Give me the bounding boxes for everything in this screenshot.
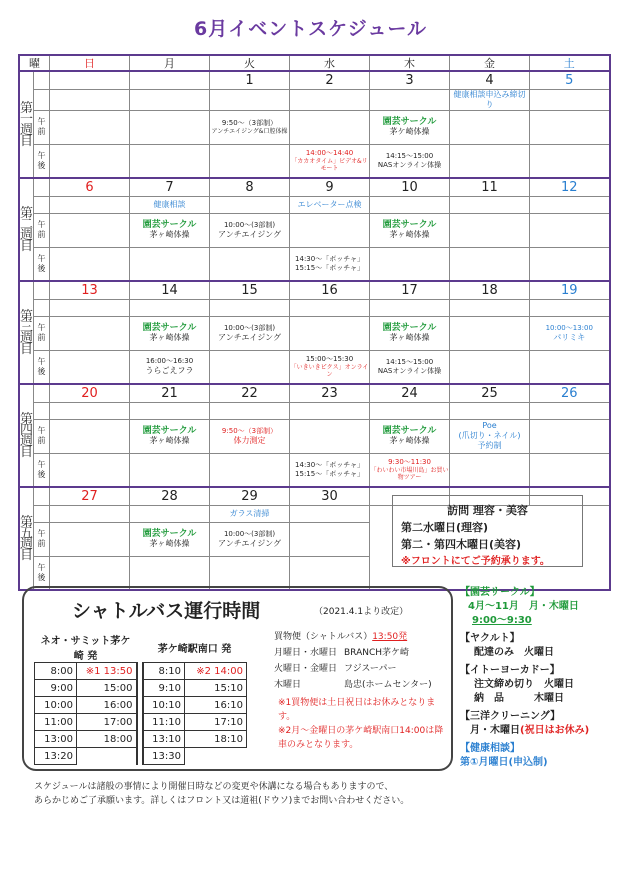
- event-cell: [290, 419, 370, 453]
- event-cell: [450, 316, 530, 350]
- garden-days: 4月～11月 月・木曜日: [468, 601, 579, 612]
- note-cell: エレベーター点検: [290, 196, 370, 213]
- slot-am: 午前: [34, 316, 50, 350]
- event-cell: [450, 110, 530, 144]
- event-text: 10:00～(3部制): [223, 323, 276, 332]
- date-cell: 4: [450, 71, 530, 89]
- event-text: 「わいわい市場川島」お買い物ツアー: [370, 467, 449, 482]
- garden-heading: 【園芸サークル】: [460, 587, 540, 598]
- date-cell: 23: [290, 384, 370, 402]
- event-text: 16:00～16:30: [145, 357, 194, 366]
- spacer: [34, 299, 50, 316]
- spacer: [34, 505, 50, 522]
- event-text: 「いきいきピクス」オンライン: [290, 364, 369, 379]
- event-text: 14:30～「ボッチャ」: [295, 254, 364, 263]
- note-cell: [290, 402, 370, 419]
- garden-time: 9:00～9:30: [472, 615, 532, 626]
- note-cell: [50, 196, 130, 213]
- info-panel: [460, 586, 620, 774]
- event-text: 「カカオタイム」ビデオ&リモート: [291, 158, 368, 173]
- note-cell: [290, 89, 370, 110]
- note-cell: [290, 299, 370, 316]
- visit-box: [392, 495, 583, 567]
- event-cell: [210, 110, 290, 144]
- health-heading: 【健康相談】: [460, 743, 520, 754]
- week-label: 第三週目: [19, 281, 34, 384]
- event-text: 茅ヶ崎体操: [389, 230, 430, 239]
- slot-am: 午前: [34, 110, 50, 144]
- event-cell: [50, 144, 130, 178]
- event-cell: [50, 316, 130, 350]
- event-cell: [370, 316, 450, 350]
- event-text: 茅ヶ崎体操: [149, 436, 190, 445]
- event-cell: [50, 419, 130, 453]
- footer-line2: あらかじめご了承願います。詳しくはフロント又は道祖(ドウソ)までお問い合わせください。: [34, 796, 410, 806]
- date-cell: 12: [530, 178, 610, 196]
- event-cell: [210, 213, 290, 247]
- shuttle-col1: ネオ・サミット茅ケ崎 発: [40, 636, 131, 662]
- date-cell: 22: [210, 384, 290, 402]
- event-cell: [130, 522, 210, 556]
- visit-line2: 第二・第四木曜日(美容): [401, 538, 522, 551]
- health-days: 第①月曜日(申込制): [460, 757, 548, 768]
- note-cell: [130, 505, 210, 522]
- event-cell: [50, 453, 130, 487]
- event-cell: [290, 247, 370, 281]
- event-text: 茅ヶ崎体操: [149, 333, 190, 342]
- event-cell: [450, 144, 530, 178]
- event-cell: [450, 419, 530, 453]
- note-cell: [530, 196, 610, 213]
- shuttle-col2: 茅ケ崎駅南口 発: [157, 643, 232, 655]
- shuttle-time: ※2 14:00: [185, 663, 247, 680]
- date-cell: 14: [130, 281, 210, 299]
- event-text: 14:30～「ボッチャ」: [295, 460, 364, 469]
- shuttle-time: 16:00: [77, 697, 137, 714]
- date-cell: 3: [370, 71, 450, 89]
- note-cell: [370, 89, 450, 110]
- event-text: Poe: [482, 421, 497, 430]
- header-1: 日: [50, 55, 130, 71]
- note-cell: [130, 299, 210, 316]
- event-text: 予約制: [477, 441, 502, 450]
- date-cell: 11: [450, 178, 530, 196]
- event-cell: [130, 110, 210, 144]
- date-cell: 1: [210, 71, 290, 89]
- event-cell: [290, 556, 370, 590]
- spacer: [34, 402, 50, 419]
- event-text: 14:00～14:40: [305, 149, 354, 158]
- date-cell: 13: [50, 281, 130, 299]
- event-cell: [210, 522, 290, 556]
- event-cell: [290, 110, 370, 144]
- event-cell: [50, 522, 130, 556]
- header-5: 木: [370, 55, 450, 71]
- shuttle-time: 13:30: [143, 748, 185, 765]
- date-cell: 25: [450, 384, 530, 402]
- event-cell: [130, 453, 210, 487]
- event-cell: [370, 144, 450, 178]
- week-label: 第四週目: [19, 384, 34, 487]
- event-text: うらごえフラ: [145, 366, 194, 376]
- shop-row: [274, 645, 432, 661]
- event-cell: [370, 453, 450, 487]
- event-cell: [210, 419, 290, 453]
- note-cell: [530, 402, 610, 419]
- slot-pm: 午後: [34, 556, 50, 590]
- shuttle-row: [35, 697, 247, 714]
- note-cell: ガラス清掃: [210, 505, 290, 522]
- page-title: 6月イベントスケジュール: [194, 18, 427, 40]
- event-text: 園芸サークル: [142, 323, 197, 333]
- shuttle-time: [77, 748, 137, 765]
- week-label: 第一週目: [19, 71, 34, 178]
- event-cell: [210, 316, 290, 350]
- visit-line3: ※フロントにてご予約承ります。: [401, 556, 550, 567]
- event-cell: [130, 556, 210, 590]
- date-cell: 21: [130, 384, 210, 402]
- note-cell: [370, 196, 450, 213]
- slot-pm: 午後: [34, 247, 50, 281]
- spacer: [34, 71, 50, 89]
- event-cell: [210, 350, 290, 384]
- shop-store: フジスーパー: [344, 664, 397, 674]
- event-text: 園芸サークル: [382, 323, 437, 333]
- event-cell: [130, 316, 210, 350]
- event-text: 10:00～(3部制): [223, 529, 276, 538]
- date-cell: 28: [130, 487, 210, 505]
- shuttle-time: 9:10: [143, 680, 185, 697]
- event-cell: [290, 453, 370, 487]
- note-cell: [370, 299, 450, 316]
- note-cell: [50, 89, 130, 110]
- event-cell: [130, 144, 210, 178]
- shop-store: BRANCH茅ケ崎: [344, 648, 410, 658]
- shuttle-time: 9:00: [35, 680, 77, 697]
- date-cell: 7: [130, 178, 210, 196]
- shuttle-row: [35, 714, 247, 731]
- date-cell: 26: [530, 384, 610, 402]
- event-text: 15:15～「ボッチャ」: [295, 469, 364, 478]
- shuttle-time: 17:00: [77, 714, 137, 731]
- header-6: 金: [450, 55, 530, 71]
- event-text: 園芸サークル: [382, 220, 437, 230]
- event-text: 園芸サークル: [142, 220, 197, 230]
- date-cell: 5: [530, 71, 610, 89]
- date-cell: 18: [450, 281, 530, 299]
- event-text: 10:00～13:00: [545, 323, 593, 332]
- slot-am: 午前: [34, 522, 50, 556]
- visit-line1: 第二水曜日(理容): [401, 521, 489, 534]
- event-text: アンチエイジング: [218, 538, 282, 548]
- spacer: [34, 281, 50, 299]
- date-cell: 8: [210, 178, 290, 196]
- shuttle-time: [185, 748, 247, 765]
- event-cell: [50, 247, 130, 281]
- event-text: 茅ヶ崎体操: [149, 230, 190, 239]
- event-text: (爪切り・ネイル): [458, 431, 521, 440]
- event-text: アンチエイジング: [218, 229, 282, 239]
- date-cell: [50, 71, 130, 89]
- event-cell: [290, 522, 370, 556]
- shuttle-time: 15:10: [185, 680, 247, 697]
- event-cell: [370, 350, 450, 384]
- header-3: 火: [210, 55, 290, 71]
- event-text: 園芸サークル: [382, 426, 437, 436]
- date-cell: 20: [50, 384, 130, 402]
- event-cell: [370, 247, 450, 281]
- event-text: 園芸サークル: [142, 529, 197, 539]
- shop-head: 買物便（シャトルバス）: [274, 632, 373, 642]
- event-text: 茅ケ崎体操: [389, 127, 430, 136]
- shuttle-time: 18:00: [77, 731, 137, 748]
- event-cell: [210, 247, 290, 281]
- event-cell: [130, 247, 210, 281]
- note-cell: [210, 299, 290, 316]
- sanyo-days: 月・木曜日: [470, 725, 520, 736]
- note-1: ※1買物便は土日祝日はお休みとなります。: [278, 698, 436, 722]
- shop-bus: [274, 629, 432, 693]
- spacer: [34, 178, 50, 196]
- slot-pm: 午後: [34, 453, 50, 487]
- spacer: [34, 196, 50, 213]
- shop-store: 島忠(ホームセンター): [344, 680, 432, 690]
- note-cell: [210, 196, 290, 213]
- date-cell: 2: [290, 71, 370, 89]
- event-cell: [530, 110, 610, 144]
- event-cell: [530, 453, 610, 487]
- event-cell: [130, 350, 210, 384]
- note-cell: [50, 299, 130, 316]
- spacer: [34, 487, 50, 505]
- shuttle-title: シャトルバス運行時間: [72, 600, 261, 622]
- event-text: 9:30～11:30: [388, 458, 431, 467]
- header-0: 曜: [19, 55, 50, 71]
- slot-am: 午前: [34, 213, 50, 247]
- note-cell: 健康相談: [130, 196, 210, 213]
- spacer: [34, 89, 50, 110]
- event-cell: [290, 316, 370, 350]
- note-2: ※2月～金曜日の茅ケ崎駅南口14:00は降車のみとなります。: [278, 726, 444, 750]
- event-text: 体力測定: [233, 435, 266, 445]
- event-cell: [130, 419, 210, 453]
- ito-order: 注文締め切り 火曜日: [474, 679, 574, 690]
- event-text: 茅ヶ崎体操: [389, 436, 430, 445]
- note-cell: [210, 89, 290, 110]
- shuttle-time: 10:10: [143, 697, 185, 714]
- shuttle-time: 13:10: [143, 731, 185, 748]
- shuttle-time: 11:00: [35, 714, 77, 731]
- event-cell: [210, 144, 290, 178]
- event-cell: [450, 350, 530, 384]
- sanyo-holiday: (祝日はお休み): [520, 725, 590, 736]
- note-cell: 健康相談申込み締切り: [450, 89, 530, 110]
- footer-line1: スケジュールは諸般の事情により開催日時などの変更や休講になる場合もありますので、: [34, 782, 394, 792]
- note-cell: [210, 402, 290, 419]
- event-text: 園芸サークル: [142, 426, 197, 436]
- shuttle-date: （2021.4.1より改定）: [314, 607, 409, 617]
- week-label: 第五週目: [19, 487, 34, 590]
- shuttle-time: 11:10: [143, 714, 185, 731]
- event-cell: [290, 144, 370, 178]
- event-cell: [530, 247, 610, 281]
- date-cell: 24: [370, 384, 450, 402]
- shuttle-box: [22, 586, 453, 771]
- event-cell: [50, 213, 130, 247]
- shuttle-notes: [278, 696, 448, 752]
- event-cell: [370, 213, 450, 247]
- header-4: 水: [290, 55, 370, 71]
- slot-pm: 午後: [34, 144, 50, 178]
- event-cell: [530, 419, 610, 453]
- event-text: 14:15～15:00: [385, 357, 434, 366]
- shuttle-time: 18:10: [185, 731, 247, 748]
- date-cell: 10: [370, 178, 450, 196]
- shuttle-time: ※1 13:50: [77, 663, 137, 680]
- header-7: 土: [530, 55, 610, 71]
- shuttle-time: 16:10: [185, 697, 247, 714]
- note-cell: [450, 196, 530, 213]
- note-cell: [450, 402, 530, 419]
- shop-row: [274, 661, 432, 677]
- event-text: 園芸サークル: [382, 117, 437, 127]
- slot-pm: 午後: [34, 350, 50, 384]
- spacer: [34, 384, 50, 402]
- event-text: アンチエイジング&口腔体操: [211, 128, 288, 135]
- event-text: 9:50～（3部制）: [221, 119, 278, 127]
- event-cell: [290, 350, 370, 384]
- shuttle-time: 13:00: [35, 731, 77, 748]
- note-cell: [370, 402, 450, 419]
- week-label: 第二週目: [19, 178, 34, 281]
- date-cell: [130, 71, 210, 89]
- date-cell: 27: [50, 487, 130, 505]
- event-cell: [370, 419, 450, 453]
- event-cell: [50, 110, 130, 144]
- event-text: 15:15～「ボッチャ」: [295, 263, 364, 272]
- event-text: NASオンライン体操: [377, 366, 442, 375]
- note-cell: [50, 402, 130, 419]
- shuttle-row: [35, 680, 247, 697]
- event-text: 茅ヶ崎体操: [389, 333, 430, 342]
- ito-heading: 【イトーヨーカドー】: [460, 665, 560, 676]
- event-cell: [210, 453, 290, 487]
- sanyo-heading: 【三洋クリーニング】: [460, 711, 561, 722]
- event-cell: [530, 144, 610, 178]
- event-text: 茅ヶ崎体操: [149, 539, 190, 548]
- shop-day: 月曜日・水曜日: [274, 648, 338, 658]
- event-text: 10:00～(3部制): [223, 220, 276, 229]
- event-cell: [50, 556, 130, 590]
- event-text: 9:50～（3部制）: [221, 426, 278, 435]
- note-cell: [530, 89, 610, 110]
- date-cell: 29: [210, 487, 290, 505]
- event-text: 15:00～15:30: [305, 355, 354, 364]
- shuttle-table: [34, 632, 247, 765]
- date-cell: 19: [530, 281, 610, 299]
- date-cell: 30: [290, 487, 370, 505]
- event-cell: [290, 213, 370, 247]
- shuttle-time: 17:10: [185, 714, 247, 731]
- event-text: NASオンライン体操: [377, 160, 442, 169]
- event-cell: [530, 350, 610, 384]
- date-cell: 6: [50, 178, 130, 196]
- yakult-heading: 【ヤクルト】: [460, 633, 520, 644]
- event-cell: [450, 247, 530, 281]
- visit-title: 訪問 理容・美容: [447, 504, 528, 517]
- event-text: パリミキ: [553, 332, 586, 342]
- event-cell: [530, 213, 610, 247]
- note-cell: [130, 402, 210, 419]
- shop-row: [274, 677, 432, 693]
- event-text: 14:15～15:00: [385, 151, 434, 160]
- note-cell: [130, 89, 210, 110]
- event-cell: [210, 556, 290, 590]
- shop-day: 火曜日・金曜日: [274, 664, 338, 674]
- date-cell: 17: [370, 281, 450, 299]
- shuttle-time: 13:20: [35, 748, 77, 765]
- slot-am: 午前: [34, 419, 50, 453]
- yakult-days: 配達のみ 火曜日: [474, 647, 554, 658]
- event-cell: [50, 350, 130, 384]
- shuttle-row: [35, 663, 247, 680]
- date-cell: 15: [210, 281, 290, 299]
- shop-time: 13:50発: [372, 632, 408, 642]
- note-cell: [530, 299, 610, 316]
- event-text: アンチエイジング: [218, 332, 282, 342]
- footer-note: [34, 780, 454, 808]
- date-cell: 16: [290, 281, 370, 299]
- note-cell: [50, 505, 130, 522]
- event-cell: [450, 213, 530, 247]
- header-2: 月: [130, 55, 210, 71]
- shuttle-time: 15:00: [77, 680, 137, 697]
- shuttle-time: 8:10: [143, 663, 185, 680]
- event-cell: [450, 453, 530, 487]
- note-cell: [290, 505, 370, 522]
- shop-day: 木曜日: [274, 680, 302, 690]
- shuttle-time: 10:00: [35, 697, 77, 714]
- ito-delivery: 納 品 木曜日: [474, 693, 564, 704]
- event-cell: [530, 316, 610, 350]
- note-cell: [450, 299, 530, 316]
- shuttle-row: [35, 748, 247, 765]
- event-cell: [130, 213, 210, 247]
- date-cell: 9: [290, 178, 370, 196]
- shuttle-row: [35, 731, 247, 748]
- event-cell: [370, 110, 450, 144]
- shuttle-time: 8:00: [35, 663, 77, 680]
